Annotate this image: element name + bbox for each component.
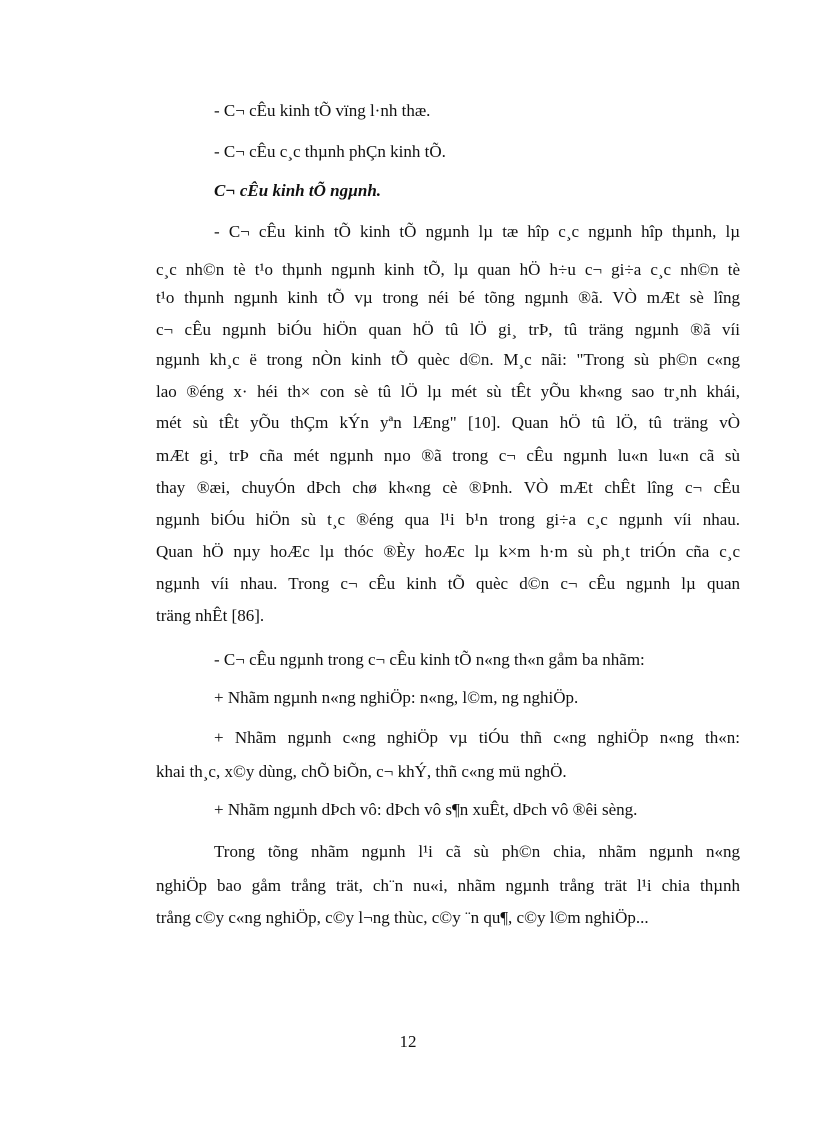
paragraph-line: Quan hÖ nµy hoÆc lµ thóc ®Èy hoÆc lµ k×m h·m sù ph¸t triÓn cña c¸c — [156, 542, 740, 561]
bullet-economic-sectors: - C¬ cÊu c¸c thµnh phÇn kinh tÕ. — [214, 142, 446, 161]
paragraph-line: träng nhÊt [86]. — [156, 606, 265, 625]
paragraph-line: trång c©y c«ng nghiÖp, c©y l¬ng thùc, c©y ¨n qu¶, c©y l©m nghiÖp... — [156, 908, 649, 927]
paragraph-line: nghiÖp bao gåm trång trät, ch¨n nu«i, nhãm ngµnh trång trät l¹i chia thµnh — [156, 876, 740, 895]
paragraph-line: c¬ cÊu ngµnh biÓu hiÖn quan hÖ tû lÖ gi¸ trÞ, tû träng ngµnh ®ã víi — [156, 320, 740, 339]
bullet-services-group: + Nhãm ngµnh dÞch vô: dÞch vô s¶n xuÊt, dÞch vô ®êi sèng. — [214, 800, 638, 819]
paragraph-line: - C¬ cÊu kinh tÕ kinh tÕ ngµnh lµ tæ hîp c¸c ngµnh hîp thµnh, lµ — [214, 222, 740, 241]
bullet-agriculture-group: + Nhãm ngµnh n«ng nghiÖp: n«ng, l©m, ng nghiÖp. — [214, 688, 579, 707]
paragraph-line: mÆt gi¸ trÞ cña mét ngµnh nµo ®ã trong c¬ cÊu ngµnh lu«n lu«n cã sù — [156, 446, 740, 465]
paragraph-line: lao ®éng x· héi th× con sè tû lÖ lµ mét sù tÊt yÕu kh«ng sao tr¸nh khái, — [156, 382, 740, 401]
paragraph-line: ngµnh kh¸c ë trong nÒn kinh tÕ quèc d©n. M¸c nãi: "Trong sù ph©n c«ng — [156, 350, 740, 369]
paragraph-line: + Nhãm ngµnh c«ng nghiÖp vµ tiÓu thñ c«ng nghiÖp n«ng th«n: — [214, 728, 740, 747]
paragraph-line: khai th¸c, x©y dùng, chÕ biÕn, c¬ khÝ, thñ c«ng mü nghÖ. — [156, 762, 567, 781]
paragraph-line: thay ®æi, chuyÓn dÞch chø kh«ng cè ®Þnh. VÒ mÆt chÊt lîng c¬ cÊu — [156, 478, 740, 497]
bullet-regional-structure: - C¬ cÊu kinh tÕ vïng l·nh thæ. — [214, 101, 431, 120]
bullet-three-groups: - C¬ cÊu ngµnh trong c¬ cÊu kinh tÕ n«ng th«n gåm ba nhãm: — [214, 650, 645, 669]
paragraph-line: ngµnh biÓu hiÖn sù t¸c ®éng qua l¹i b¹n trong gi÷a c¸c ngµnh víi nhau. — [156, 510, 740, 529]
paragraph-line: mét sù tÊt yÕu thÇm kÝn yªn lÆng" [10]. Quan hÖ tû lÖ, tû träng vÒ — [156, 413, 740, 432]
paragraph-line: t¹o thµnh ngµnh kinh tÕ vµ trong néi bé tõng ngµnh ®ã. VÒ mÆt sè lîng — [156, 288, 740, 307]
paragraph-line: c¸c nh©n tè t¹o thµnh ngµnh kinh tÕ, lµ quan hÖ h÷u c¬ gi÷a c¸c nh©n tè — [156, 260, 740, 279]
section-heading: C¬ cÊu kinh tÕ ngµnh. — [214, 181, 382, 200]
page-number: 12 — [399, 1032, 417, 1051]
paragraph-line: Trong tõng nhãm ngµnh l¹i cã sù ph©n chia, nhãm ngµnh n«ng — [214, 842, 740, 861]
paragraph-line: ngµnh víi nhau. Trong c¬ cÊu kinh tÕ quèc d©n c¬ cÊu ngµnh lµ quan — [156, 574, 740, 593]
